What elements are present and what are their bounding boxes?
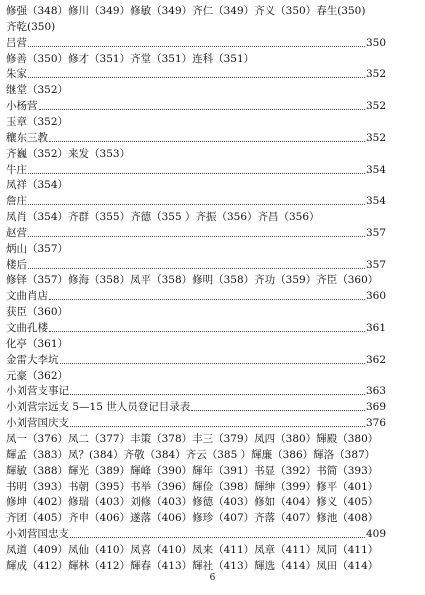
toc-entry-title: 牛庄 — [6, 163, 27, 176]
toc-entry-title: 楼后 — [6, 258, 27, 271]
name-list-line — [6, 369, 386, 383]
name-list-line — [6, 210, 386, 224]
toc-entry-page: 362 — [365, 353, 386, 366]
dot-leader — [28, 236, 365, 237]
toc-entry — [6, 163, 386, 177]
name-list-line — [6, 432, 386, 446]
toc-entry — [6, 67, 386, 81]
toc-entry-page: 357 — [365, 226, 386, 239]
toc-entry-page: 354 — [365, 163, 386, 176]
dot-leader — [60, 363, 365, 364]
toc-entry-page: 409 — [365, 528, 386, 541]
toc-entry — [6, 194, 386, 208]
dot-leader — [49, 141, 365, 142]
name-list-line — [6, 495, 386, 509]
name-list-text: 輝孟（383）凤？(384）齐敬（384）齐云（385 ）輝廉（386）輝洛（387） — [6, 448, 376, 461]
name-list-line — [6, 337, 386, 351]
name-list-text: 化亭（361） — [6, 337, 69, 350]
toc-entry-title: 朱家 — [6, 68, 27, 81]
name-list-text: 获臣（360） — [6, 306, 69, 319]
name-list-text: 輝敏（388）輝光（389）輝峰（390）輝年（391）书显（392）书简（393） — [6, 464, 379, 477]
dot-leader — [49, 331, 365, 332]
dot-leader — [28, 268, 365, 269]
name-list-text: 齐巍（352）来发（353） — [6, 147, 131, 160]
name-list-text: 齐团（405）齐申（406）遂落（406）修珍（407）齐落（407）修池（408） — [6, 512, 379, 525]
name-list-line — [6, 480, 386, 494]
name-list-text: 修强（348）修川（349）修敏（349）齐仁（349）齐义（350）春生(350) — [6, 5, 366, 17]
toc-entry — [6, 353, 386, 367]
toc-entry-page: 376 — [365, 417, 386, 430]
name-list-line — [6, 273, 386, 287]
name-list-text: 凤一（376）凤二（377）丰策（378）丰三（379）凤四（380）輝殿（380） — [6, 432, 379, 445]
toc-entry-title: 金雷大李坑 — [6, 353, 59, 366]
toc-entry-page: 357 — [365, 258, 386, 271]
toc-entry — [6, 384, 386, 398]
toc-entry-title: 文曲孔楼 — [6, 322, 48, 334]
name-list-text: 修善（350）修才（351）齐堂（351）连科（351） — [6, 52, 255, 65]
name-list-line — [6, 4, 386, 18]
toc-entry-title: 吕营 — [6, 36, 27, 49]
toc-entry-page: 350 — [365, 36, 386, 49]
toc-entry-title: 小刘营国庆支 — [6, 417, 69, 430]
page-number: 6 — [209, 573, 216, 583]
name-list-text: 凤道（409）凤仙（410）凤喜（410）凤来（411）凤章（411）凤同（411） — [6, 543, 379, 556]
name-list-line — [6, 559, 386, 573]
dot-leader — [39, 109, 365, 110]
name-list-line — [6, 83, 386, 97]
name-list-text: 凤肖（354）齐群（355）齐德（355 ）齐振（356）齐昌（356） — [6, 211, 320, 224]
toc-entry — [6, 289, 386, 303]
name-list-line — [6, 511, 386, 525]
name-list-line — [6, 147, 386, 161]
toc-entry-title: 赵营 — [6, 226, 27, 239]
name-list-text: 修铎（357）修海（358）凤平（358）修明（358）齐功（359）齐臣（360） — [6, 274, 379, 287]
toc-entry-page: 352 — [365, 100, 386, 113]
toc-entry-title: 小刘营国忠支 — [6, 528, 69, 541]
name-list-line — [6, 464, 386, 478]
name-list-text: 修坤（402）修瑞（403）刘修（403）修德（403）修如（404）修义（405） — [6, 496, 379, 509]
name-list-text: 书明（393）书朝（395）书举（396）輝俭（398）輝绅（399）修平（401） — [6, 480, 379, 493]
toc-entry-title: 小刘营宗远支 5—15 世人员登记目录表 — [6, 401, 191, 414]
toc-entry — [6, 400, 386, 414]
name-list-line — [6, 305, 386, 319]
name-list-text: 輝成（412）輝林（412）輝春（413）輝社（413）輝选（414）凤田（414） — [6, 559, 379, 572]
dot-leader — [28, 204, 365, 205]
toc-entry — [6, 131, 386, 145]
toc-entry — [6, 36, 386, 50]
toc-entry-page: 360 — [365, 290, 386, 303]
name-list-text: 元豪（362） — [6, 369, 69, 382]
toc-entry-title: 小刘营支事记 — [6, 385, 69, 398]
toc-entry — [6, 527, 386, 541]
name-list-line — [6, 178, 386, 192]
toc-entry-page: 352 — [365, 131, 386, 144]
name-list-text: 凤祥（354） — [6, 179, 69, 192]
dot-leader — [70, 537, 365, 538]
name-list-line — [6, 115, 386, 129]
name-list-line — [6, 543, 386, 557]
toc-entry-title: 穰东三教 — [6, 131, 48, 144]
toc-entry-page: 363 — [365, 385, 386, 398]
name-list-line — [6, 448, 386, 462]
dot-leader — [28, 173, 365, 174]
toc-entry — [6, 321, 386, 335]
toc-entry — [6, 226, 386, 240]
toc-entry-title: 詹庄 — [6, 195, 27, 208]
name-list-text: 玉章（352） — [6, 115, 69, 128]
toc-entry — [6, 416, 386, 430]
name-list-line — [6, 242, 386, 256]
name-list-line — [6, 52, 386, 66]
name-list-line — [6, 20, 386, 34]
toc-entry-page: 354 — [365, 195, 386, 208]
toc-entry — [6, 99, 386, 113]
dot-leader — [28, 46, 365, 47]
toc-entry-title: 小杨营 — [6, 100, 38, 113]
toc-entry-page: 352 — [365, 68, 386, 81]
toc-entry-page: 369 — [365, 401, 386, 414]
name-list-text: 继堂（352） — [6, 84, 69, 97]
toc-entry-page: 361 — [365, 322, 386, 334]
dot-leader — [70, 394, 365, 395]
dot-leader — [191, 410, 365, 411]
toc-entry — [6, 258, 386, 272]
name-list-text: 炳山（357） — [6, 242, 69, 255]
dot-leader — [28, 77, 365, 78]
dot-leader — [70, 426, 365, 427]
name-list-text: 齐乾(350) — [6, 20, 56, 33]
toc-entry-title: 文曲肖店 — [6, 290, 48, 303]
dot-leader — [49, 299, 365, 300]
